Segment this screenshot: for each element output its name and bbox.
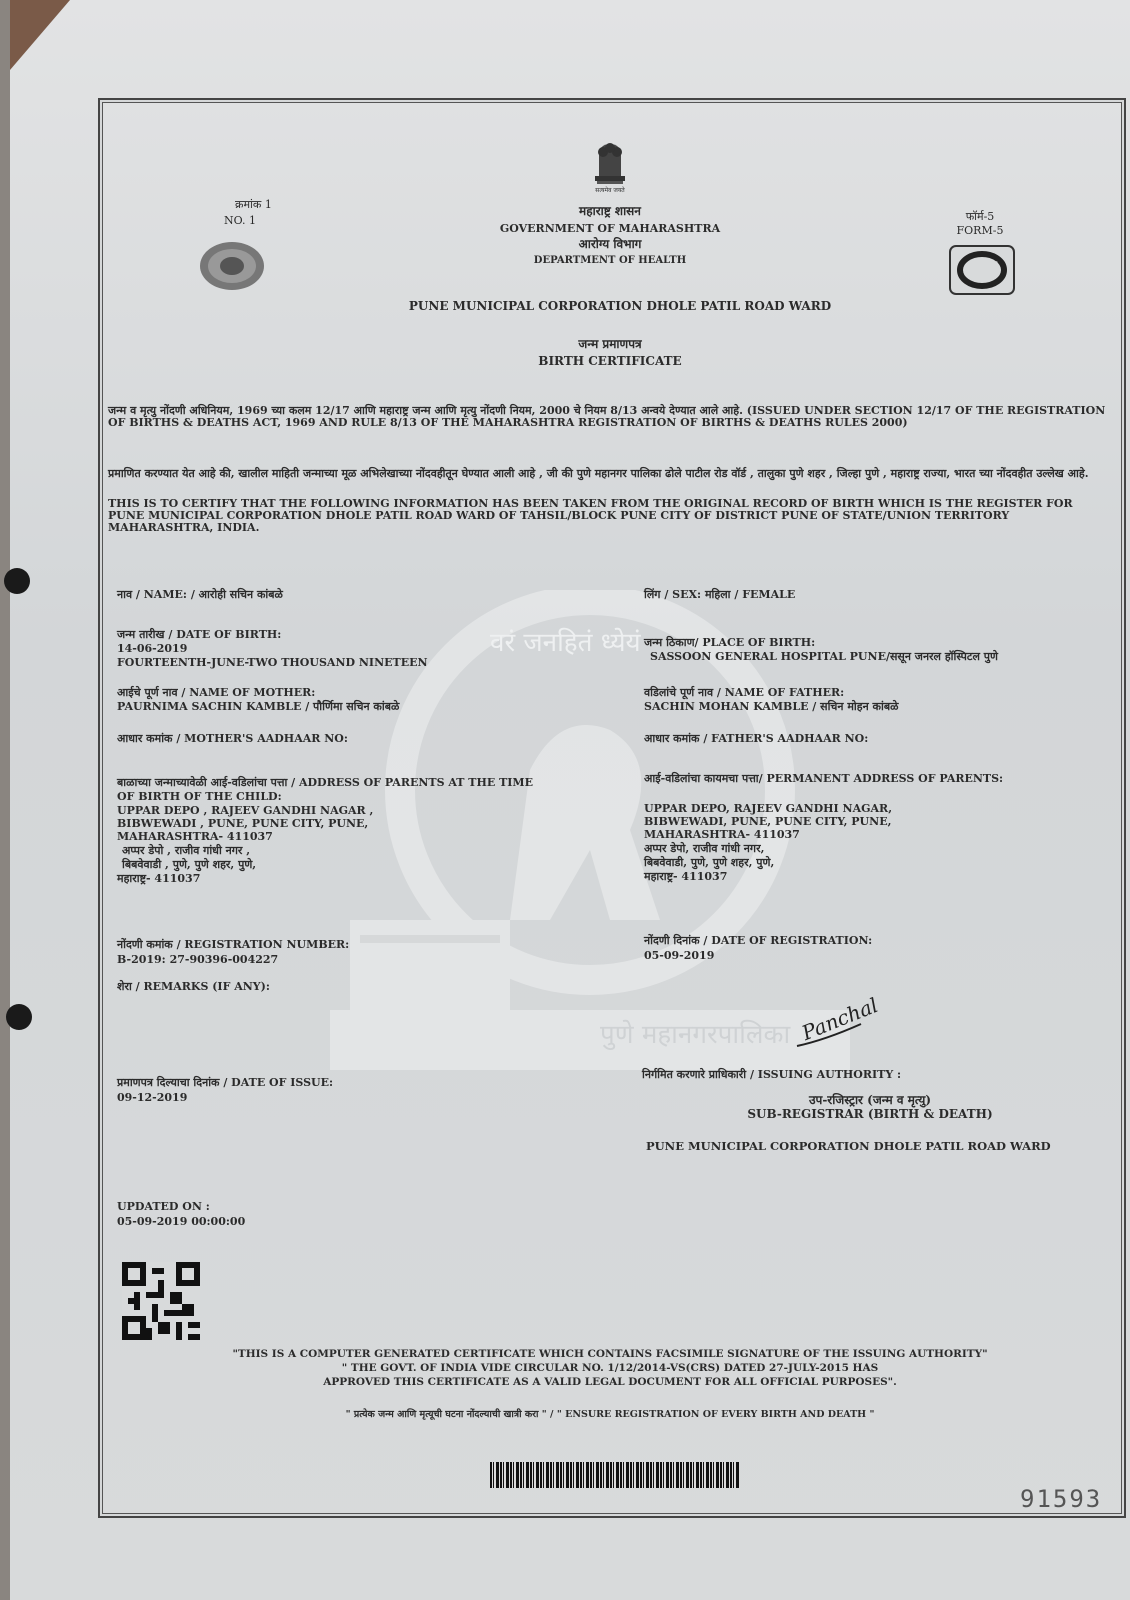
authority-mr: उप-रजिस्ट्रार (जन्म व मृत्यु) [808, 1093, 932, 1107]
mother-aadhaar-label: आधार कमांक / MOTHER'S AADHAAR NO: [117, 732, 348, 745]
address-at-birth-line: अप्पर डेपो , राजीव गांधी नगर , [122, 844, 251, 857]
father-label: वडिलांचे पूर्ण नाव / NAME OF FATHER: [644, 686, 845, 699]
reg-date-value: 05-09-2019 [644, 949, 715, 962]
health-logo-icon [948, 244, 1016, 296]
permanent-address-line: अप्पर डेपो, राजीव गांधी नगर, [644, 842, 765, 855]
signature-stroke [795, 1020, 865, 1050]
issued-under-text: जन्म व मृत्यु नोंदणी अधिनियम, 1969 च्या कलम 12/17 आणि महाराष्ट्र जन्म आणि मृत्यु नोंदणी नियम, 2000 चे नियम 8/13 अन्वये देण्यात आले आहे. (ISSUED UNDER SECTION 12/17 OF THE REGISTRATION OF BIRTHS & DEATHS ACT, 1969 AND RULE 8/13 OF THE MAHARASHTRA REGISTRATION OF BIRTHS & DEATHS RULES 2000) [108, 404, 1106, 429]
pob-label: जन्म ठिकाण/ PLACE OF BIRTH: [644, 636, 816, 649]
serial-number: 91593 [1020, 1485, 1103, 1513]
permanent-address-line: UPPAR DEPO, RAJEEV GANDHI NAGAR, [644, 802, 893, 815]
certify-text-en: THIS IS TO CERTIFY THAT THE FOLLOWING INFORMATION HAS BEEN TAKEN FROM THE ORIGINAL RECORD OF BIRTH WHICH IS THE REGISTER FOR PUNE MUNICIPAL CORPORATION DHOLE PATIL ROAD WARD OF TAHSIL/BLOCK PUNE CITY OF DISTRICT PUNE OF STATE/UNION TERRITORY MAHARASHTRA, INDIA. [108, 497, 1073, 534]
number-label-mr: क्रमांक 1 [235, 198, 272, 211]
issue-date-label: प्रमाणपत्र दिल्याचा दिनांक / DATE OF ISSUE: [117, 1076, 334, 1089]
gov-name-en: GOVERNMENT OF MAHARASHTRA [499, 222, 721, 235]
signature: Panchal [798, 992, 882, 1046]
footer-note-1: "THIS IS A COMPUTER GENERATED CERTIFICATE WHICH CONTAINS FACSIMILE SIGNATURE OF THE ISSUING AUTHORITY" [232, 1348, 988, 1360]
punch-hole-bottom [6, 1004, 32, 1030]
updated-value: 05-09-2019 00:00:00 [117, 1215, 246, 1228]
permanent-address-label: आई-वडिलांचा कायमचा पत्ता/ PERMANENT ADDRESS OF PARENTS: [644, 772, 1004, 785]
emblem-caption: सत्यमेव जयते [595, 187, 625, 194]
title-mr: जन्म प्रमाणपत्र [578, 337, 642, 351]
updated-label: UPDATED ON : [117, 1200, 210, 1213]
permanent-address-line: बिबवेवाडी, पुणे, पुणे शहर, पुणे, [644, 856, 775, 869]
address-at-birth-label-1: बाळाच्या जन्माच्यावेळी आई-वडिलांचा पत्ता / ADDRESS OF PARENTS AT THE TIME [117, 776, 533, 789]
watermark-motto: वरं जनहितं ध्येयं [490, 628, 641, 658]
watermark-corp: पुणे महानगरपालिका [600, 1020, 791, 1050]
address-at-birth-line: बिबवेवाडी , पुणे, पुणे शहर, पुणे, [122, 858, 257, 871]
address-at-birth-line: UPPAR DEPO , RAJEEV GANDHI NAGAR , [117, 804, 374, 817]
name-row [117, 588, 283, 601]
number-label-en: NO. 1 [224, 214, 256, 227]
qr-code [122, 1262, 200, 1340]
form-label-en: FORM-5 [956, 224, 1004, 237]
address-at-birth-line: BIBWEWADI , PUNE, PUNE CITY, PUNE, [117, 817, 369, 830]
barcode [490, 1462, 740, 1488]
father-value: SACHIN MOHAN KAMBLE / सचिन मोहन कांबळे [644, 700, 899, 713]
authority-label: निर्गमित करणारे प्राधिकारी / ISSUING AUTHORITY : [642, 1068, 902, 1081]
issue-date-value: 09-12-2019 [117, 1091, 188, 1104]
mother-value: PAURNIMA SACHIN KAMBLE / पौर्णिमा सचिन कांबळे [117, 700, 400, 713]
name-value: / आरोही सचिन कांबळे [190, 588, 283, 601]
dob-label: जन्म तारीख / DATE OF BIRTH: [117, 628, 282, 641]
form-label-mr: फॉर्म-5 [965, 210, 995, 223]
dob-value: 14-06-2019 [117, 642, 188, 655]
dept-name-en: DEPARTMENT OF HEALTH [533, 255, 687, 266]
authority-en: SUB-REGISTRAR (BIRTH & DEATH) [747, 1107, 993, 1121]
pob-value: SASSOON GENERAL HOSPITAL PUNE/ससून जनरल हॉस्पिटल पुणे [650, 650, 998, 663]
ward-name: PUNE MUNICIPAL CORPORATION DHOLE PATIL ROAD WARD [408, 299, 832, 313]
permanent-address-line: महाराष्ट्र- 411037 [644, 870, 728, 883]
punch-hole-top [4, 568, 30, 594]
gov-name-mr: महाराष्ट्र शासन [579, 204, 641, 218]
reg-number-label: नोंदणी कमांक / REGISTRATION NUMBER: [117, 938, 350, 951]
sex-value: महिला / FEMALE [704, 588, 796, 601]
registration-slogan: " प्रत्येक जन्म आणि मृत्यूची घटना नोंदल्याची खात्री करा " / " ENSURE REGISTRATION OF EVERY BIRTH AND DEATH " [345, 1409, 875, 1420]
footer-note-3: APPROVED THIS CERTIFICATE AS A VALID LEGAL DOCUMENT FOR ALL OFFICIAL PURPOSES". [323, 1376, 897, 1388]
address-at-birth-line: महाराष्ट्र- 411037 [117, 872, 201, 885]
permanent-address-line: MAHARASHTRA- 411037 [644, 828, 800, 841]
dob-words: FOURTEENTH-JUNE-TWO THOUSAND NINETEEN [117, 656, 428, 669]
page-corner [10, 0, 70, 70]
dept-name-mr: आरोग्य विभाग [578, 237, 642, 251]
authority-ward: PUNE MUNICIPAL CORPORATION DHOLE PATIL ROAD WARD [646, 1139, 1051, 1153]
sex-row [644, 588, 795, 601]
name-label: नाव / NAME: [117, 588, 187, 601]
state-seal-icon [198, 240, 266, 292]
footer-note-2: " THE GOVT. OF INDIA VIDE CIRCULAR NO. 1/12/2014-VS(CRS) DATED 27-JULY-2015 HAS [341, 1362, 879, 1374]
certify-text-mr: प्रमाणित करण्यात येत आहे की, खालील माहिती जन्माच्या मूळ अभिलेखाच्या नोंदवहीतून घेण्यात आली आहे , जी की पुणे महानगर पालिका ढोले पाटील रोड वॉर्ड , तालुका पुणे शहर , जिल्हा पुणे , महाराष्ट्र राज्या, भारत च्या नोंदवहीत उल्लेख आहे. [108, 467, 1089, 480]
certificate-sheet [10, 0, 1130, 1600]
title-en: BIRTH CERTIFICATE [538, 354, 682, 368]
reg-number-value: B-2019: 27-90396-004227 [117, 953, 279, 966]
reg-date-label: नोंदणी दिनांक / DATE OF REGISTRATION: [644, 934, 873, 947]
mother-label: आईचे पूर्ण नाव / NAME OF MOTHER: [117, 686, 316, 699]
address-at-birth-line: MAHARASHTRA- 411037 [117, 830, 273, 843]
father-aadhaar-label: आधार कमांक / FATHER'S AADHAAR NO: [644, 732, 869, 745]
remarks-label: शेरा / REMARKS (IF ANY): [117, 980, 270, 993]
sex-label: लिंग / SEX: [644, 588, 702, 601]
address-at-birth-label-2: OF BIRTH OF THE CHILD: [117, 790, 282, 803]
permanent-address-line: BIBWEWADI, PUNE, PUNE CITY, PUNE, [644, 815, 892, 828]
